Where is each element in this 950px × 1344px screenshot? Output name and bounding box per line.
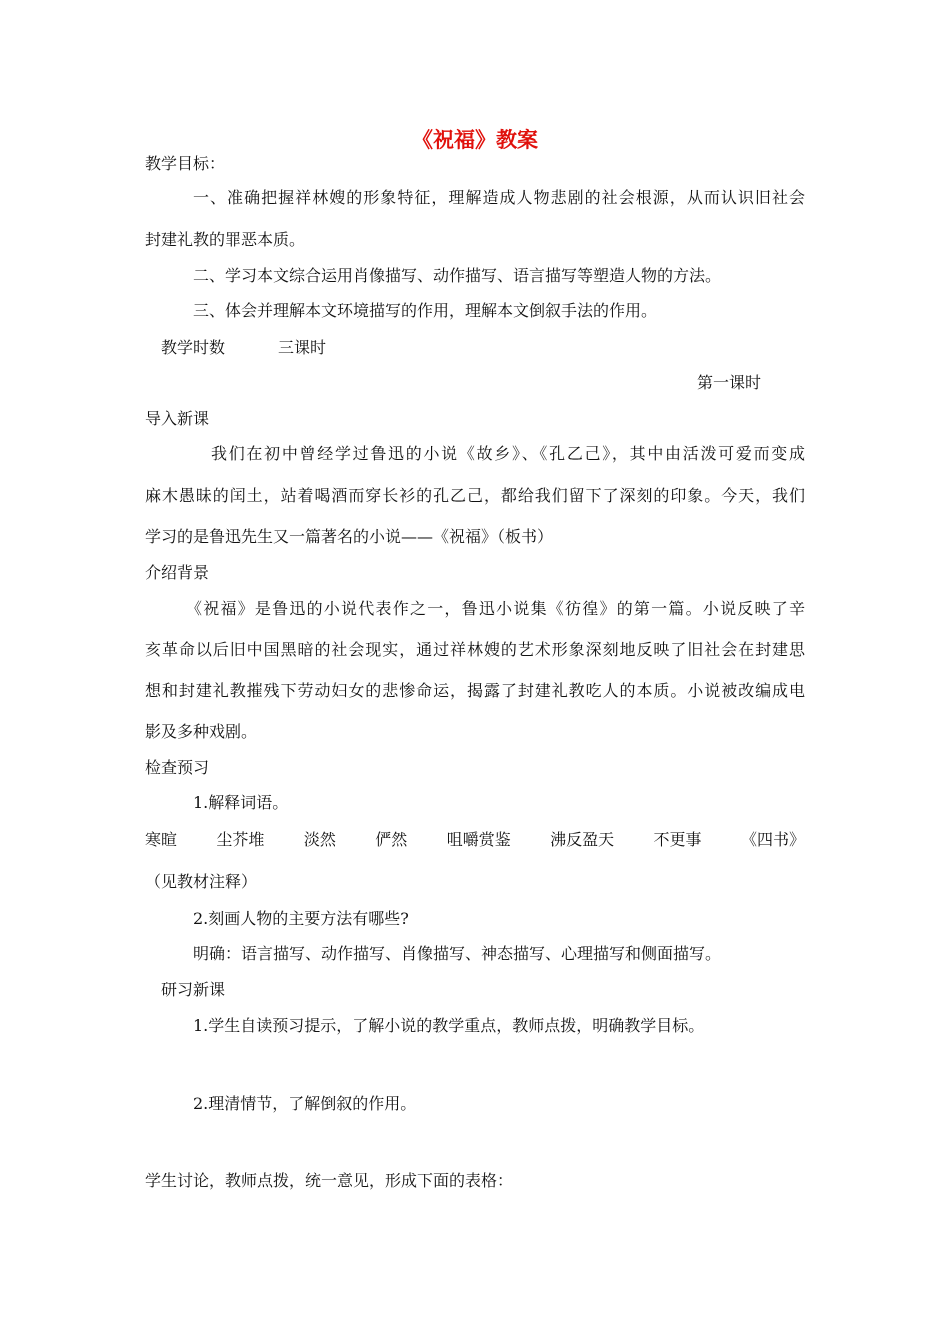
preview-item-1: 1.解释词语。 <box>193 793 289 812</box>
vocab-word: 尘芥堆 <box>216 830 265 849</box>
study-item-1: 1.学生自读预习提示，了解小说的教学重点，教师点拨，明确教学目标。 <box>193 1016 705 1035</box>
vocab-word: 淡然 <box>303 830 336 849</box>
hours-value: 三课时 <box>278 338 327 357</box>
vocab-word: 沸反盈天 <box>550 830 615 849</box>
vocab-word: 咀嚼赏鉴 <box>446 830 511 849</box>
intro-line-1: 我们在初中曾经学过鲁迅的小说《故乡》、《孔乙己》，其中由活泼可爱而变成 <box>211 444 805 463</box>
goal-1-line-2: 封建礼教的罪恶本质。 <box>145 230 306 249</box>
preview-answer: 明确：语言描写、动作描写、肖像描写、神态描写、心理描写和侧面描写。 <box>193 944 722 963</box>
preview-heading: 检查预习 <box>145 758 210 777</box>
preview-item-2: 2.刻画人物的主要方法有哪些? <box>193 909 409 928</box>
intro-line-2: 麻木愚昧的闰土，站着喝酒而穿长衫的孔乙己，都给我们留下了深刻的印象。今天，我们 <box>145 486 805 505</box>
study-item-2: 2.理清情节，了解倒叙的作用。 <box>193 1094 417 1113</box>
document-title: 《祝福》教案 <box>412 127 538 152</box>
lesson-label: 第一课时 <box>697 373 762 392</box>
vocab-note: （见教材注释） <box>145 872 258 891</box>
background-line-3: 想和封建礼教摧残下劳动妇女的悲惨命运，揭露了封建礼教吃人的本质。小说被改编成电 <box>145 681 805 700</box>
vocab-word: 寒暄 <box>145 830 178 849</box>
background-line-4: 影及多种戏剧。 <box>145 722 258 741</box>
vocab-word: 《四书》 <box>740 830 805 849</box>
vocabulary-list <box>145 830 805 850</box>
intro-line-3: 学习的是鲁迅先生又一篇著名的小说——《祝福》（板书） <box>145 527 554 546</box>
hours-label: 教学时数 <box>161 338 226 357</box>
background-line-1: 《祝福》是鲁迅的小说代表作之一，鲁迅小说集《彷徨》的第一篇。小说反映了辛 <box>186 599 805 618</box>
background-line-2: 亥革命以后旧中国黑暗的社会现实，通过祥林嫂的艺术形象深刻地反映了旧社会在封建思 <box>145 640 805 659</box>
study-heading: 研习新课 <box>161 980 226 999</box>
goal-2: 二、学习本文综合运用肖像描写、动作描写、语言描写等塑造人物的方法。 <box>193 266 722 285</box>
goal-1-line-1: 一、准确把握祥林嫂的形象特征，理解造成人物悲剧的社会根源，从而认识旧社会 <box>193 188 805 207</box>
goals-heading: 教学目标： <box>145 154 226 173</box>
study-discussion: 学生讨论，教师点拨，统一意见，形成下面的表格： <box>145 1171 514 1190</box>
background-heading: 介绍背景 <box>145 563 210 582</box>
vocab-word: 俨然 <box>375 830 408 849</box>
intro-heading: 导入新课 <box>145 409 210 428</box>
goal-3: 三、体会并理解本文环境描写的作用，理解本文倒叙手法的作用。 <box>193 301 658 320</box>
vocab-word: 不更事 <box>653 830 702 849</box>
